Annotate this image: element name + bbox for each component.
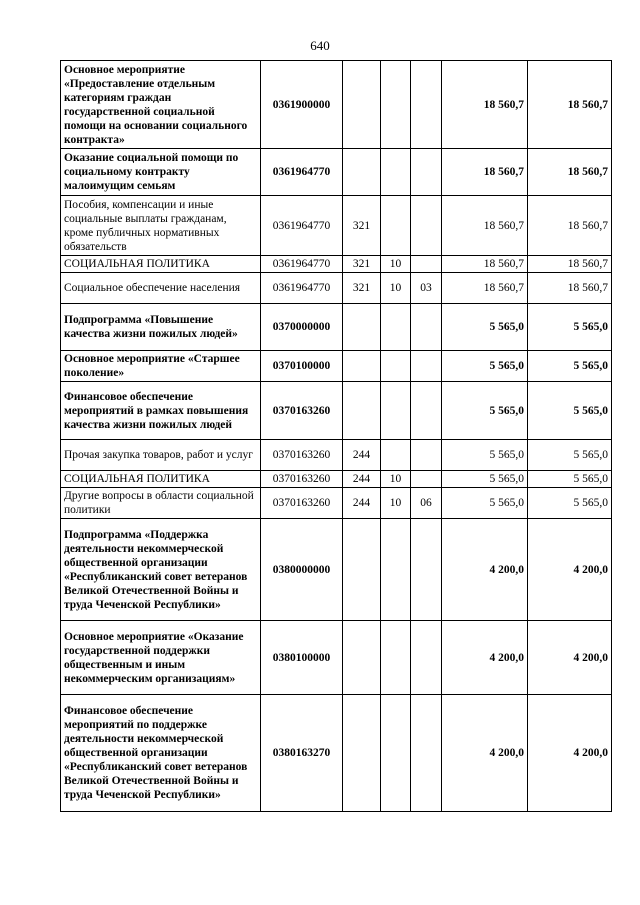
cell-pr [411, 304, 442, 351]
cell-sum2: 5 565,0 [528, 488, 612, 519]
cell-code: 0361964770 [261, 256, 343, 273]
cell-sum2: 5 565,0 [528, 304, 612, 351]
cell-vr: 244 [343, 488, 381, 519]
cell-pr [411, 61, 442, 149]
cell-name: Подпрограмма «Поддержка деятельности некоммерческой общественной организации «Республиканский совет ветеранов Великой Отечественной Войны и труда Чеченской Республики» [61, 519, 261, 621]
cell-rz: 10 [381, 488, 411, 519]
cell-pr [411, 351, 442, 382]
cell-name: Подпрограмма «Повышение качества жизни пожилых людей» [61, 304, 261, 351]
cell-sum2: 4 200,0 [528, 621, 612, 695]
cell-code: 0370163260 [261, 471, 343, 488]
cell-sum2: 18 560,7 [528, 196, 612, 256]
cell-name: Основное мероприятие «Старшее поколение» [61, 351, 261, 382]
cell-sum2: 5 565,0 [528, 440, 612, 471]
cell-vr: 321 [343, 196, 381, 256]
table-row [61, 471, 612, 488]
cell-vr [343, 621, 381, 695]
cell-rz: 10 [381, 471, 411, 488]
cell-sum1: 5 565,0 [442, 440, 528, 471]
cell-vr: 244 [343, 471, 381, 488]
cell-rz [381, 351, 411, 382]
cell-sum1: 5 565,0 [442, 351, 528, 382]
cell-sum1: 18 560,7 [442, 61, 528, 149]
budget-table [60, 60, 612, 812]
cell-vr: 244 [343, 440, 381, 471]
cell-name: СОЦИАЛЬНАЯ ПОЛИТИКА [61, 256, 261, 273]
cell-code: 0380163270 [261, 695, 343, 812]
cell-name: Прочая закупка товаров, работ и услуг [61, 440, 261, 471]
table-row [61, 149, 612, 196]
table-row [61, 351, 612, 382]
cell-rz [381, 382, 411, 440]
cell-sum1: 18 560,7 [442, 196, 528, 256]
cell-rz [381, 440, 411, 471]
cell-vr: 321 [343, 273, 381, 304]
cell-name: Оказание социальной помощи по социальному контракту малоимущим семьям [61, 149, 261, 196]
cell-sum2: 4 200,0 [528, 695, 612, 812]
cell-name: Социальное обеспечение населения [61, 273, 261, 304]
cell-pr [411, 382, 442, 440]
cell-sum1: 18 560,7 [442, 273, 528, 304]
cell-name: Другие вопросы в области социальной политики [61, 488, 261, 519]
cell-rz [381, 149, 411, 196]
cell-sum1: 4 200,0 [442, 519, 528, 621]
cell-vr: 321 [343, 256, 381, 273]
cell-vr [343, 61, 381, 149]
table-row [61, 196, 612, 256]
cell-pr [411, 519, 442, 621]
cell-sum1: 4 200,0 [442, 621, 528, 695]
cell-code: 0380000000 [261, 519, 343, 621]
cell-vr [343, 382, 381, 440]
cell-pr [411, 440, 442, 471]
cell-code: 0380100000 [261, 621, 343, 695]
cell-pr: 06 [411, 488, 442, 519]
cell-rz: 10 [381, 273, 411, 304]
cell-name: СОЦИАЛЬНАЯ ПОЛИТИКА [61, 471, 261, 488]
cell-name: Основное мероприятие «Оказание государственной поддержки общественным и иным некоммерческим организациям» [61, 621, 261, 695]
table-row [61, 256, 612, 273]
table-row [61, 440, 612, 471]
cell-sum2: 5 565,0 [528, 471, 612, 488]
cell-pr [411, 695, 442, 812]
cell-name: Финансовое обеспечение мероприятий по поддержке деятельности некоммерческой общественной организации «Республиканский совет ветеранов Великой Отечественной Войны и труда Чеченской Республики» [61, 695, 261, 812]
cell-vr [343, 519, 381, 621]
table-row [61, 695, 612, 812]
cell-pr [411, 196, 442, 256]
cell-pr: 03 [411, 273, 442, 304]
cell-pr [411, 471, 442, 488]
cell-code: 0361964770 [261, 196, 343, 256]
table-row [61, 382, 612, 440]
cell-rz [381, 61, 411, 149]
table-body [61, 61, 612, 812]
cell-vr [343, 304, 381, 351]
cell-code: 0370000000 [261, 304, 343, 351]
cell-pr [411, 149, 442, 196]
cell-sum2: 18 560,7 [528, 256, 612, 273]
cell-sum2: 5 565,0 [528, 351, 612, 382]
cell-vr [343, 351, 381, 382]
cell-sum2: 18 560,7 [528, 61, 612, 149]
cell-vr [343, 695, 381, 812]
cell-code: 0361964770 [261, 149, 343, 196]
page-number: 640 [310, 38, 330, 53]
cell-rz [381, 196, 411, 256]
cell-code: 0370163260 [261, 440, 343, 471]
cell-sum1: 5 565,0 [442, 382, 528, 440]
cell-rz [381, 304, 411, 351]
cell-sum2: 18 560,7 [528, 149, 612, 196]
cell-rz: 10 [381, 256, 411, 273]
cell-pr [411, 621, 442, 695]
cell-name: Финансовое обеспечение мероприятий в рамках повышения качества жизни пожилых людей [61, 382, 261, 440]
cell-sum2: 4 200,0 [528, 519, 612, 621]
cell-sum2: 5 565,0 [528, 382, 612, 440]
table-row [61, 304, 612, 351]
cell-sum1: 5 565,0 [442, 304, 528, 351]
cell-name: Основное мероприятие «Предоставление отдельным категориям граждан государственной социальной помощи на основании социального контракта» [61, 61, 261, 149]
cell-code: 0361900000 [261, 61, 343, 149]
cell-rz [381, 695, 411, 812]
cell-rz [381, 519, 411, 621]
cell-sum1: 18 560,7 [442, 149, 528, 196]
cell-sum1: 5 565,0 [442, 471, 528, 488]
table-row [61, 621, 612, 695]
cell-sum1: 5 565,0 [442, 488, 528, 519]
cell-rz [381, 621, 411, 695]
cell-vr [343, 149, 381, 196]
cell-code: 0361964770 [261, 273, 343, 304]
cell-sum1: 4 200,0 [442, 695, 528, 812]
cell-name: Пособия, компенсации и иные социальные выплаты гражданам, кроме публичных нормативных обязательств [61, 196, 261, 256]
cell-sum1: 18 560,7 [442, 256, 528, 273]
cell-code: 0370100000 [261, 351, 343, 382]
cell-code: 0370163260 [261, 382, 343, 440]
table-row [61, 61, 612, 149]
cell-pr [411, 256, 442, 273]
table-row [61, 519, 612, 621]
cell-sum2: 18 560,7 [528, 273, 612, 304]
table-row [61, 488, 612, 519]
cell-code: 0370163260 [261, 488, 343, 519]
table-row [61, 273, 612, 304]
